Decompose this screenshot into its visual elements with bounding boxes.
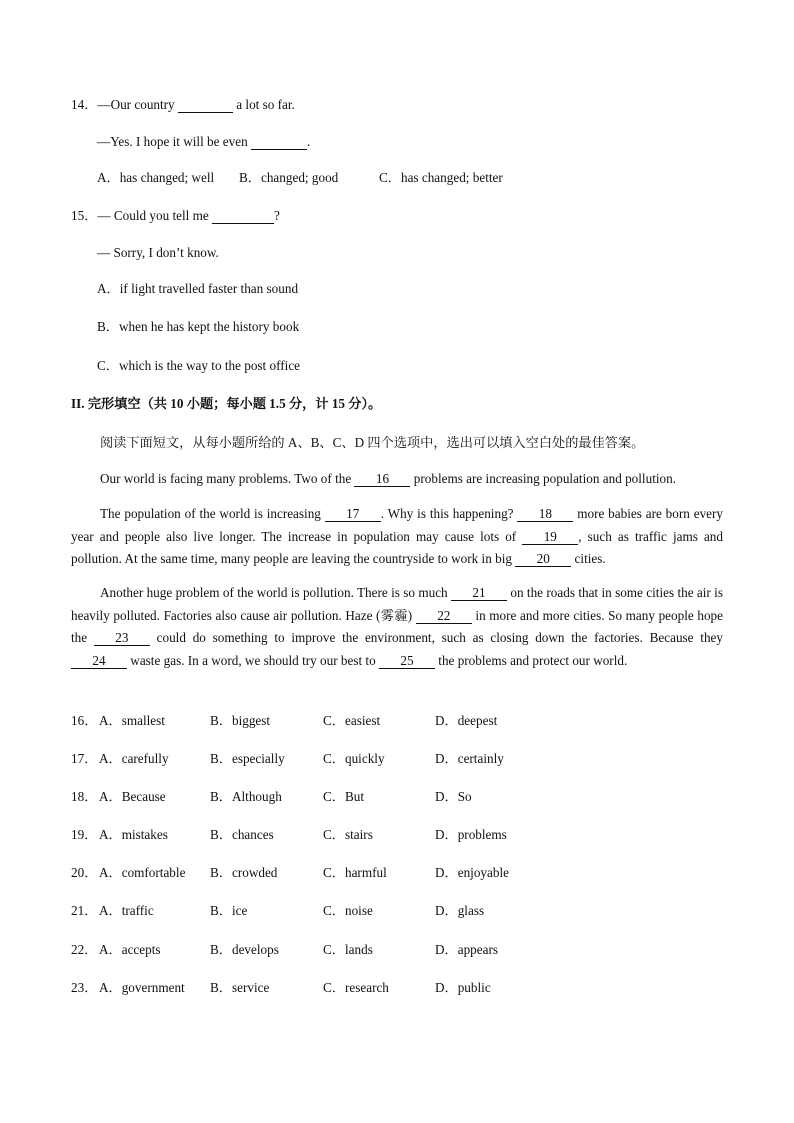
q15-stem-end: ? — [274, 208, 280, 223]
option-b: B．service — [210, 980, 270, 995]
option-d: D．certainly — [435, 751, 504, 766]
option-b: B．ice — [210, 903, 248, 918]
passage-text: the problems and protect our world. — [434, 652, 628, 668]
passage-text: . Why is this happening? — [380, 506, 518, 521]
option-c: C．easiest — [323, 713, 381, 728]
option-b: B．develops — [210, 942, 279, 957]
blank-25: 25 — [379, 654, 435, 669]
q15-blank — [212, 209, 274, 224]
blank-24: 24 — [71, 654, 127, 669]
blank-23: 23 — [94, 631, 150, 646]
passage-text: , such as traffic jams and pollution. At the same time, many people are leaving the countryside to work in big — [71, 528, 723, 566]
q14-blank-1 — [178, 98, 233, 113]
q15-stem-start: — Could you tell me — [97, 208, 209, 223]
option-a: A．accepts — [99, 942, 161, 957]
q14-stem-end: a lot so far. — [236, 97, 295, 112]
option-b: B．biggest — [210, 713, 271, 728]
option-number: 22． — [71, 942, 98, 957]
section-instruction: 阅读下面短文，从每小题所给的 A、B、C、D 四个选项中，选出可以填入空白处的最佳答案。 — [100, 435, 645, 450]
passage-text: Our world is facing many problems. Two of the — [100, 471, 355, 486]
passage-text: problems are increasing population and pollution. — [410, 471, 677, 486]
q14-reply-end: . — [306, 134, 311, 149]
q15-number: 15． — [71, 208, 98, 223]
option-d: D．appears — [435, 942, 498, 957]
option-d: D．public — [435, 980, 491, 995]
q15-reply: — Sorry, I don’t know. — [97, 245, 219, 260]
option-number: 23． — [71, 980, 98, 995]
option-c: C．noise — [323, 903, 373, 918]
option-c: C．lands — [323, 942, 373, 957]
q14-reply-start: —Yes. I hope it will be even — [97, 134, 248, 149]
option-c: C．harmful — [323, 865, 387, 880]
option-number: 20． — [71, 865, 98, 880]
blank-17: 17 — [325, 507, 381, 522]
q15-option-a: A．if light travelled faster than sound — [97, 281, 299, 296]
passage-text: in more and more cities. So many people hope the — [71, 607, 723, 645]
passage-paragraph-1 — [71, 468, 723, 491]
option-d: D．glass — [435, 903, 485, 918]
option-number: 19． — [71, 827, 98, 842]
q14-option-c: C．has changed; better — [379, 170, 503, 185]
option-c: C．stairs — [323, 827, 373, 842]
option-a: A．government — [99, 980, 185, 995]
option-a: A．smallest — [99, 713, 165, 728]
passage-text: more babies are born every year and people also live longer. The increase in population may cause lots of — [71, 506, 723, 544]
option-d: D．So — [435, 789, 472, 804]
blank-18: 18 — [517, 507, 573, 522]
option-d: D．problems — [435, 827, 507, 842]
blank-21: 21 — [451, 586, 507, 601]
option-b: B．Although — [210, 789, 282, 804]
option-a: A．traffic — [99, 903, 154, 918]
option-d: D．deepest — [435, 713, 498, 728]
passage-text: waste gas. In a word, we should try our best to — [127, 652, 379, 668]
q15-stem — [71, 208, 280, 224]
option-c: C．But — [323, 789, 365, 804]
passage-paragraph-3 — [71, 582, 723, 672]
q14-blank-2 — [251, 135, 307, 150]
q14-stem-start: —Our country — [97, 97, 175, 112]
option-number: 18． — [71, 789, 98, 804]
option-number: 16． — [71, 713, 98, 728]
passage-paragraph-2 — [71, 503, 723, 571]
q14-stem — [71, 97, 295, 113]
blank-22: 22 — [416, 609, 472, 624]
option-b: B．especially — [210, 751, 285, 766]
passage-text: on the roads that in some cities the air is heavily polluted. Factories also cause air pollution. Haze (雾霾) — [71, 585, 723, 623]
passage-text: cities. — [571, 551, 606, 566]
option-d: D．enjoyable — [435, 865, 509, 880]
section-heading: II. 完形填空（共 10 小题；每小题 1.5 分，计 15 分）。 — [71, 396, 382, 411]
option-a: A．Because — [99, 789, 166, 804]
blank-19: 19 — [522, 530, 578, 545]
q15-option-c: C．which is the way to the post office — [97, 358, 301, 373]
passage-text: could do something to improve the environment, such as closing down the factories. Because they — [149, 630, 723, 645]
option-b: B．chances — [210, 827, 274, 842]
q15-option-b: B．when he has kept the history book — [97, 319, 300, 334]
option-a: A．carefully — [99, 751, 169, 766]
blank-16: 16 — [354, 472, 410, 487]
option-number: 17． — [71, 751, 98, 766]
option-a: A．comfortable — [99, 865, 186, 880]
q14-reply — [97, 134, 310, 150]
blank-20: 20 — [515, 552, 571, 567]
option-b: B．crowded — [210, 865, 278, 880]
option-number: 21． — [71, 903, 98, 918]
q14-number: 14． — [71, 97, 98, 112]
option-a: A．mistakes — [99, 827, 168, 842]
passage-text: Another huge problem of the world is pollution. There is so much — [100, 585, 452, 600]
option-c: C．quickly — [323, 751, 385, 766]
q14-option-a: A．has changed; well — [97, 170, 215, 185]
q14-option-b: B．changed; good — [239, 170, 339, 185]
passage-text: The population of the world is increasing — [100, 506, 325, 521]
option-c: C．research — [323, 980, 389, 995]
